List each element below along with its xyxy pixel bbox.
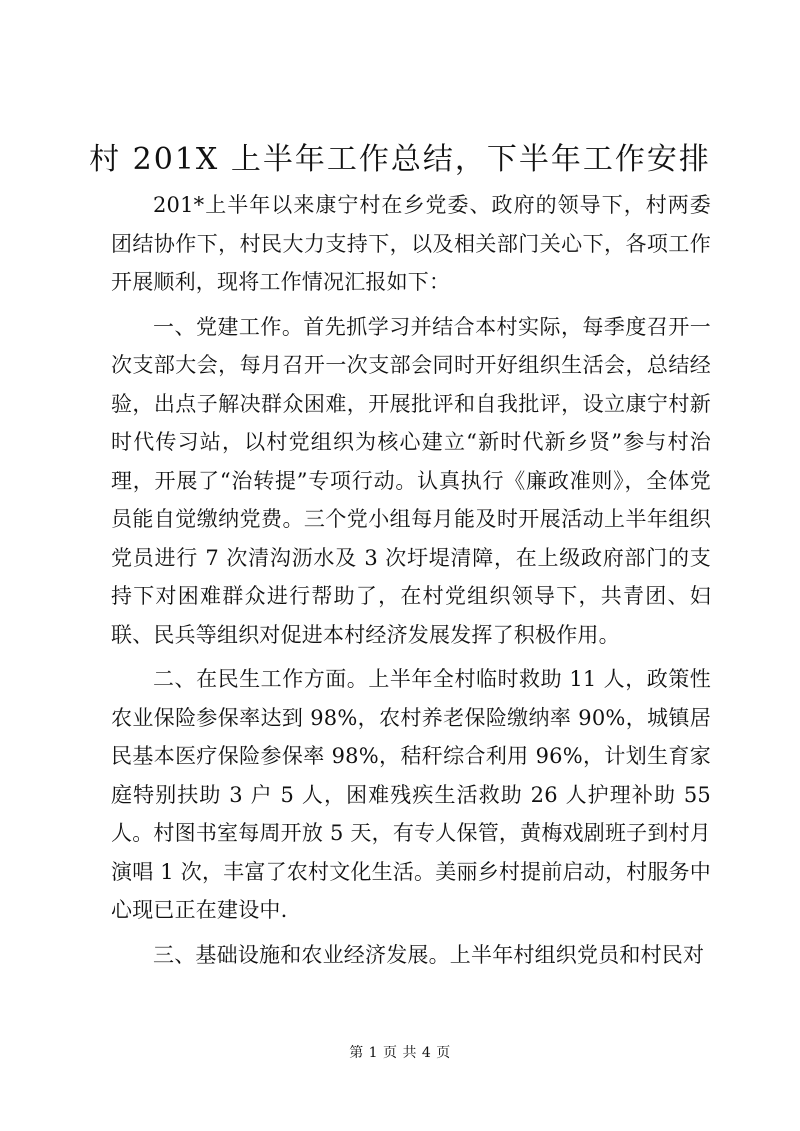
document-body — [111, 186, 711, 980]
party-building-paragraph: 一、党建工作。首先抓学习并结合本村实际，每季度召开一次支部大会，每月召开一次支部会同时开好组织生活会，总结经验，出点子解决群众困难，开展批评和自我批评，设立康宁村新时代传习站，以村党组织为核心建立“新时代新乡贤”参与村治理，开展了“治转提”专项行动。认真执行《廉政准则》，全体党员能自觉缴纳党费。三个党小组每月能及时开展活动上半年组织党员进行 7 次清沟沥水及 3 次圩堤清障，在上级政府部门的支持下对困难群众进行帮助了，在村党组织领导下，共青团、妇联、民兵等组织对促进本村经济发展发挥了积极作用。 — [111, 314, 711, 647]
document-title: 村 201X 上半年工作总结，下半年工作安排 — [89, 142, 711, 177]
livelihood-paragraph: 二、在民生工作方面。上半年全村临时救助 11 人，政策性农业保险参保率达到 98%，农村养老保险缴纳率 90%，城镇居民基本医疗保险参保率 98%，秸秆综合利用 96%，计划生育家庭特别扶助 3 户 5 人，困难残疾生活救助 26 人护理补助 55 人。村图书室每周开放 5 天，有专人保管，黄梅戏剧班子到村月演唱 1 次，丰富了农村文化生活。美丽乡村提前启动，村服务中心现已正在建设中. — [111, 667, 711, 922]
infrastructure-paragraph: 三、基础设施和农业经济发展。上半年村组织党员和村民对 — [153, 942, 705, 967]
page-number-footer: 第 1 页 共 4 页 — [349, 1045, 451, 1061]
intro-paragraph: 201*上半年以来康宁村在乡党委、政府的领导下，村两委团结协作下，村民大力支持下，以及相关部门关心下，各项工作开展顺利，现将工作情况汇报如下： — [111, 193, 711, 294]
